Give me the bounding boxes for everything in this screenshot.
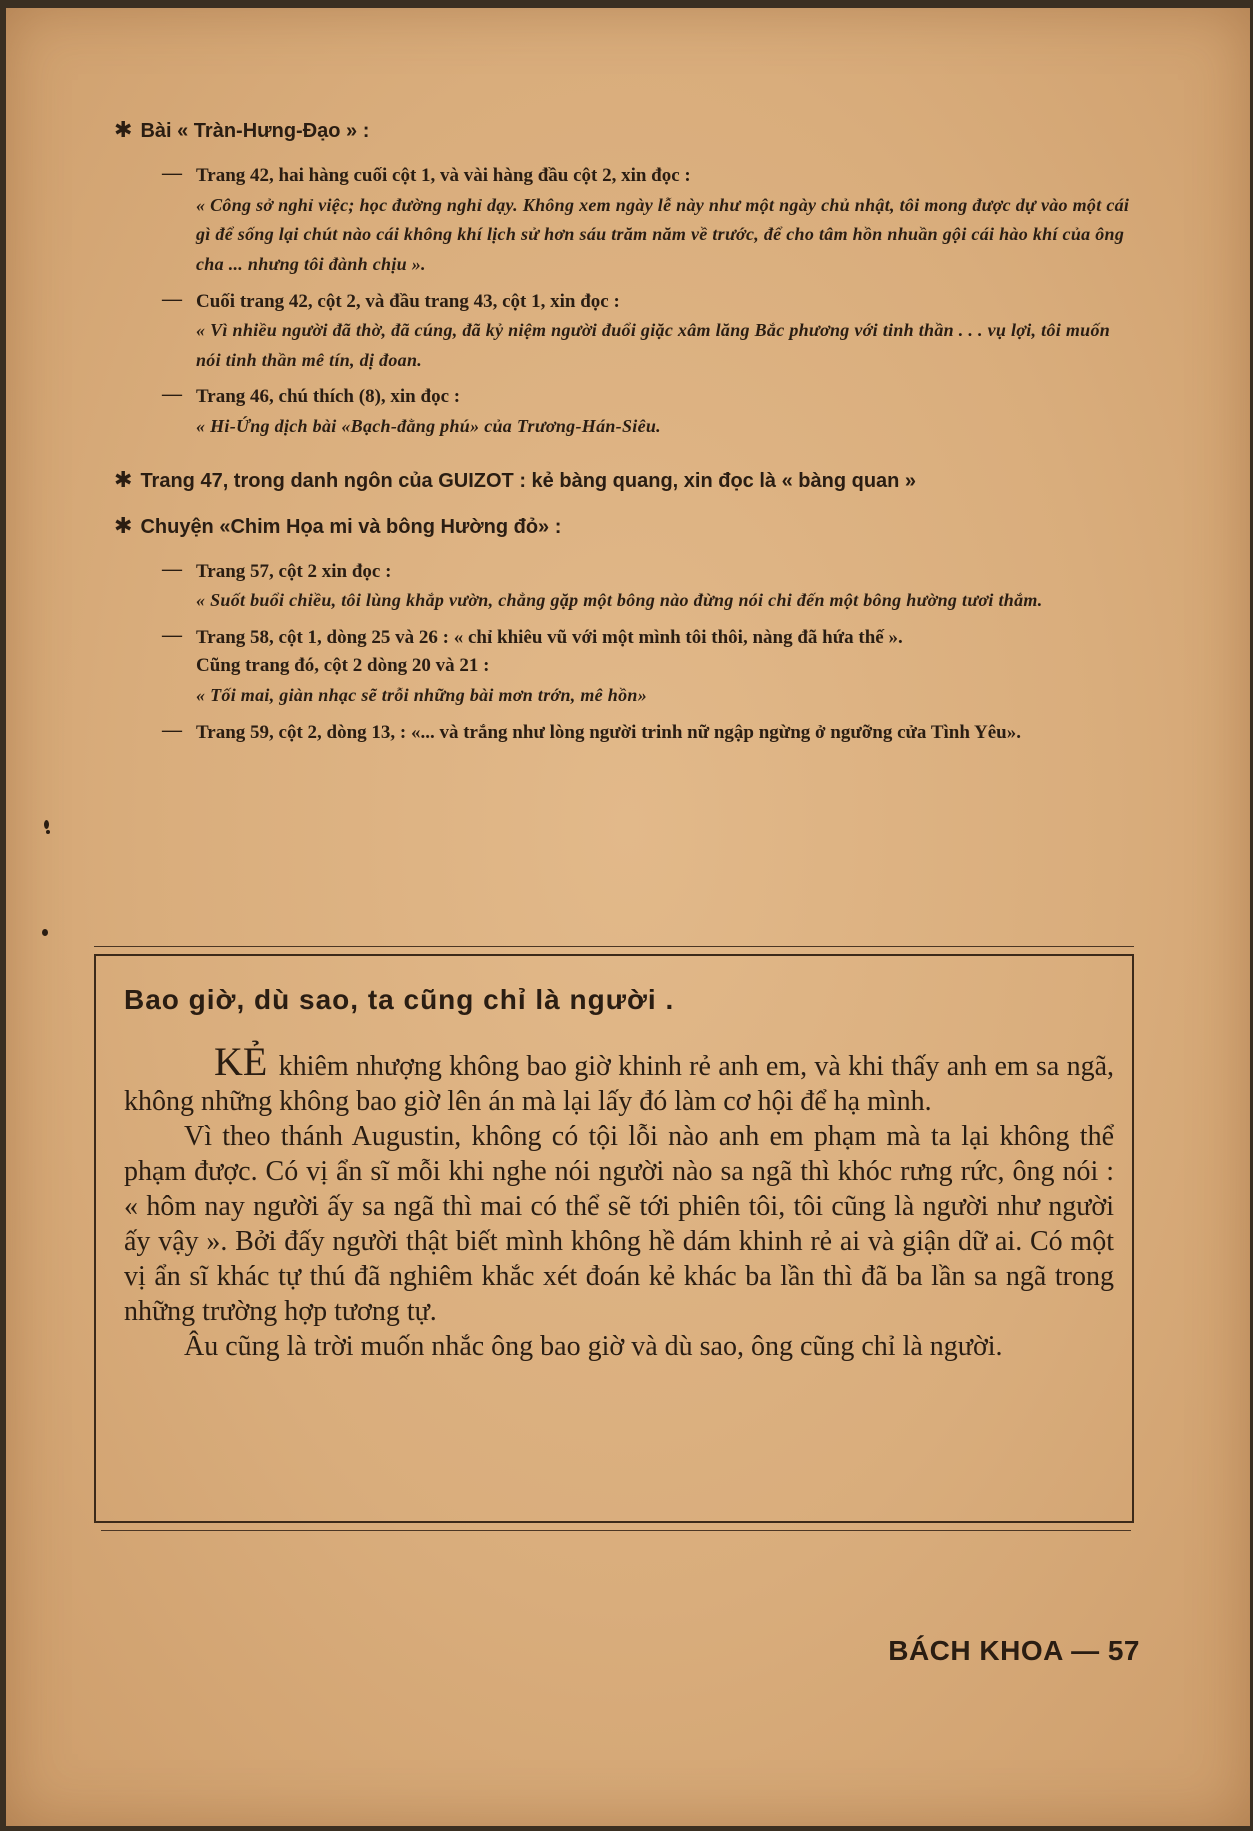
errata-entry: [114, 383, 1134, 441]
errata-location: Trang 42, hai hàng cuối cột 1, và vài hàng đầu cột 2, xin đọc :: [196, 165, 691, 186]
errata-correction-quote: « Suốt buổi chiều, tôi lùng khắp vườn, chẳng gặp một bông nào đừng nói chi đến một bông hường tươi thắm.: [196, 590, 1043, 611]
article-paragraph: KẺ khiêm nhượng không bao giờ khinh rẻ anh em, và khi thấy anh em sa ngã, không những không bao giờ lên án mà lại lấy đó làm cơ hội để hạ mình.: [124, 1039, 1114, 1117]
errata-location: Trang 46, chú thích (8), xin đọc :: [196, 386, 461, 408]
dash-mark: —: [162, 718, 182, 741]
divider-rule: [101, 1530, 1131, 1531]
article-title: Bao giờ, dù sao, ta cũng chỉ là người .: [124, 984, 675, 1015]
errata-heading-guizot: ✱ Trang 47, trong danh ngôn của GUIZOT : kẻ bàng quang, xin đọc là « bàng quan »: [114, 466, 917, 492]
errata-entry: [114, 288, 1134, 376]
divider-rule: [94, 946, 1134, 947]
article-paragraph: Âu cũng là trời muốn nhắc ông bao giờ và dù sao, ông cũng chỉ là người.: [184, 1331, 1003, 1362]
errata-location: Cuối trang 42, cột 2, và đầu trang 43, cột 1, xin đọc :: [196, 290, 620, 312]
ink-speck: [46, 830, 50, 834]
errata-entry: [114, 162, 1134, 280]
drop-cap: KẺ: [214, 1039, 268, 1084]
asterisk-icon: ✱: [114, 512, 133, 538]
errata-location: Trang 59, cột 2, dòng 13, : «... và trắng như lòng người trinh nữ ngập ngừng ở ngưỡng cửa Tình Yêu».: [196, 721, 1021, 743]
errata-location: Trang 58, cột 1, dòng 25 và 26 : « chỉ khiêu vũ với một mình tôi thôi, nàng đã hứa thế ».: [196, 626, 903, 648]
errata-entry: [114, 719, 1134, 748]
dash-mark: —: [162, 557, 182, 580]
ink-speck: [44, 820, 49, 829]
ink-speck: [42, 929, 48, 936]
errata-correction-quote: « Công sở nghỉ việc; học đường nghỉ dạy. Không xem ngày lễ này như một ngày chủ nhật, tôi mong được dự vào một cái gì để sống lại chút nào cái không khí lịch sử hơn sáu trăm năm về trước, để cho tâm hồn nhuần gội cái hào khí của ông cha ... nhưng tôi đành chịu ».: [196, 194, 1130, 274]
boxed-article: [94, 954, 1134, 1523]
errata-heading-chim-hoa-mi: ✱ Chuyện «Chim Họa mi và bông Hường đỏ» :: [114, 512, 562, 538]
errata-entry: [114, 624, 1134, 711]
errata-heading-tran-hung-dao: ✱ Bài « Tràn-Hưng-Đạo » :: [114, 117, 370, 142]
magazine-page: [6, 8, 1250, 1826]
article-body: [124, 1039, 1114, 1364]
errata-location: Trang 57, cột 2 xin đọc :: [196, 560, 392, 582]
errata-section: [114, 116, 1134, 755]
errata-correction-quote: « Hi-Ứng dịch bài «Bạch-đằng phú» của Trương-Hán-Siêu.: [196, 415, 661, 436]
errata-correction-quote: « Tối mai, giàn nhạc sẽ trỗi những bài mơn trớn, mê hồn»: [196, 684, 647, 705]
errata-correction-quote: « Vì nhiều người đã thờ, đã cúng, đã kỷ niệm người đuổi giặc xâm lăng Bắc phương với tinh thần . . . vụ lợi, tôi muốn nói tinh thần mê tín, dị đoan.: [196, 320, 1111, 370]
errata-location: Cũng trang đó, cột 2 dòng 20 và 21 :: [196, 655, 490, 677]
dash-mark: —: [162, 287, 182, 310]
dash-mark: —: [162, 383, 182, 406]
asterisk-icon: ✱: [114, 117, 133, 142]
page-footer: BÁCH KHOA — 57: [888, 1635, 1140, 1666]
errata-entry: [114, 558, 1134, 616]
article-paragraph: Vì theo thánh Augustin, không có tội lỗi nào anh em phạm mà ta lại không thể phạm được. Có vị ẩn sĩ mỗi khi nghe nói người nào sa ngã thì khóc rưng rức, ông nói : « hôm nay người ấy sa ngã thì mai có thể sẽ tới phiên tôi, tôi cũng là người như người ấy vậy ». Bởi đấy người thật biết mình không hề dám khinh rẻ ai và giận dữ ai. Có một vị ẩn sĩ khác tự thú đã nghiêm khắc xét đoán kẻ khác ba lần thì đã ba lần sa ngã trong những trường hợp tương tự.: [124, 1121, 1114, 1327]
dash-mark: —: [162, 623, 182, 646]
dash-mark: —: [162, 162, 182, 184]
asterisk-icon: ✱: [114, 466, 133, 492]
